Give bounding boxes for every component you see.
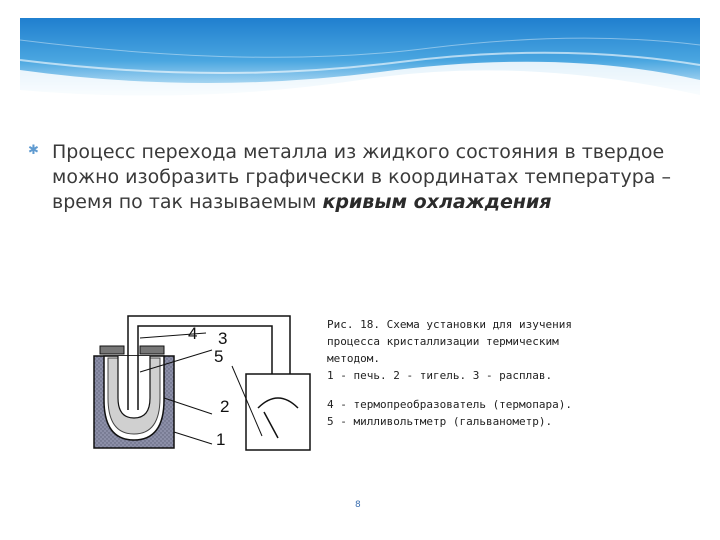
bullet-emphasis-text: кривым охлаждения — [322, 191, 552, 213]
bullet-main-text: Процесс перехода металла из жидкого состояния в твердое можно изобразить графически в координатах температура – время по так называемым — [52, 141, 671, 213]
caption-line: 5 - милливольтметр (гальванометр). — [327, 415, 553, 428]
caption-line: процесса кристаллизации термическим — [327, 335, 559, 348]
lid-right — [140, 346, 164, 354]
lid-left — [100, 346, 124, 354]
label-3: 3 — [218, 329, 228, 348]
leader-line-1 — [174, 432, 212, 444]
page-number: 8 — [355, 500, 361, 510]
caption-line: 1 - печь. 2 - тигель. 3 - расплав. — [327, 369, 553, 382]
label-2: 2 — [220, 397, 230, 416]
caption-line: методом. — [327, 352, 380, 365]
label-5: 5 — [214, 347, 224, 366]
bullet-star-icon: ✱ — [28, 143, 39, 158]
caption-line: 4 - термопреобразователь (термопара). — [327, 398, 573, 411]
label-4: 4 — [188, 324, 198, 343]
caption-line: Рис. 18. Схема установки для изучения — [327, 318, 573, 331]
millivoltmeter — [246, 374, 310, 450]
label-1: 1 — [216, 430, 226, 449]
thermocouple-sheath — [118, 356, 150, 418]
figure-caption — [327, 316, 617, 430]
